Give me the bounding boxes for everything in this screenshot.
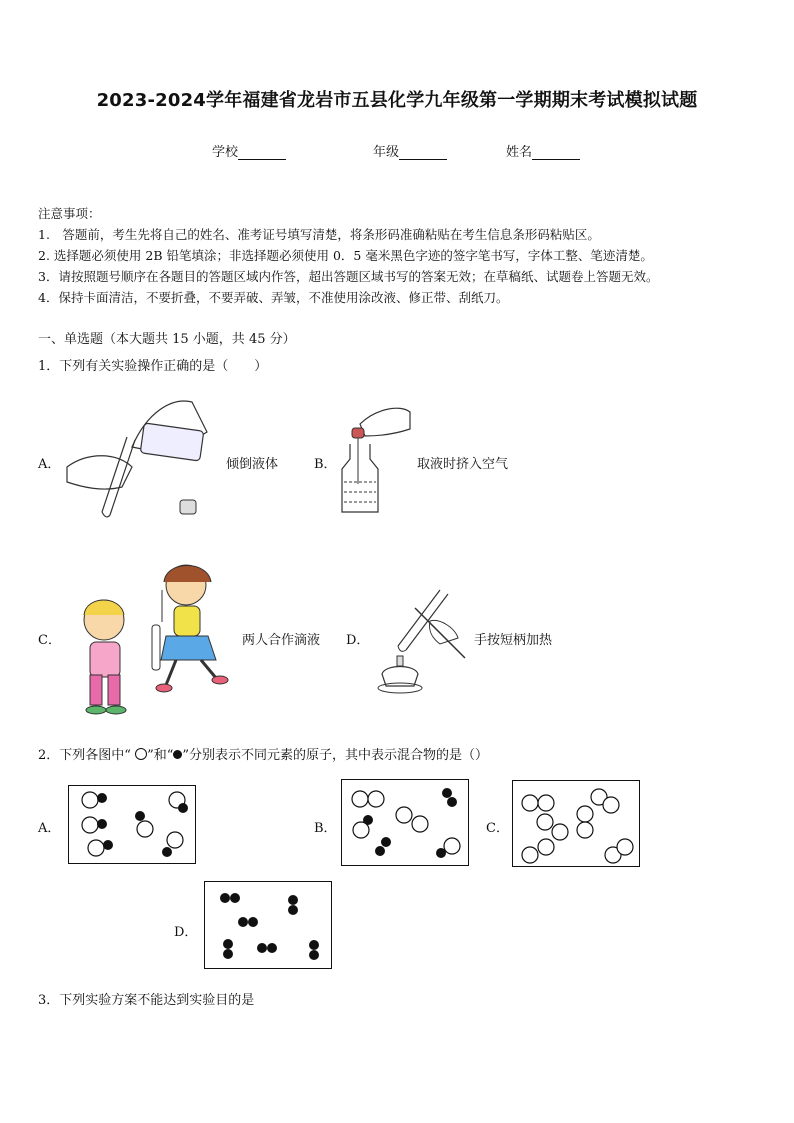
molecule-diagram-a (69, 786, 197, 865)
open-circle-icon (135, 748, 147, 760)
school-field: 学校 (212, 141, 286, 160)
q2-option-a-label: A． (38, 821, 61, 836)
q2-option-d-box (204, 881, 332, 969)
dropper-bottle-illustration (340, 404, 415, 516)
notes-heading: 注意事项： (38, 206, 101, 221)
molecule-diagram-c (513, 781, 641, 868)
q2-option-c-box (512, 780, 640, 867)
pouring-liquid-illustration (62, 392, 212, 522)
q1-option-a-label: A． (38, 457, 61, 472)
q1-option-b-caption: 取液时挤入空气 (417, 457, 509, 472)
name-field: 姓名 (506, 141, 580, 160)
q1-option-c-caption: 两人合作滴液 (242, 633, 321, 648)
q2-option-b-label: B． (314, 821, 337, 836)
question-1-stem: 1．下列有关实验操作正确的是（ ） (38, 359, 268, 374)
section-heading: 一、单选题（本大题共 15 小题，共 45 分） (38, 332, 296, 347)
page-title: 2023-2024学年福建省龙岩市五县化学九年级第一学期期末考试模拟试题 (96, 90, 698, 111)
note-item: 4．保持卡面清洁，不要折叠，不要弄破、弄皱，不准使用涂改液、修正带、刮纸刀。 (38, 290, 509, 305)
molecule-diagram-d (205, 882, 333, 970)
q1-option-a-caption: 倾倒液体 (226, 457, 279, 472)
grade-field: 年级 (373, 141, 447, 160)
q1-option-c-label: C． (38, 633, 61, 648)
q1-option-b-label: B． (314, 457, 337, 472)
q2-option-a-box (68, 785, 196, 864)
notes-section (38, 203, 768, 308)
note-item: 3．请按照题号顺序在各题目的答题区域内作答，超出答题区域书写的答案无效；在草稿纸、试题卷上答题无效。 (38, 269, 659, 284)
note-item: 2. 选择题必须使用 2B 铅笔填涂；非选择题必须使用 0．5 毫米黑色字迹的签字笔书写，字体工整、笔迹清楚。 (38, 248, 653, 263)
q2-option-d-label: D． (174, 925, 198, 940)
filled-circle-icon (173, 750, 182, 759)
two-children-illustration (66, 560, 236, 720)
q1-option-d-label: D． (346, 633, 370, 648)
molecule-diagram-b (342, 780, 470, 867)
question-2-stem: 2．下列各图中“ ”和“ ”分别表示不同元素的原子，其中表示混合物的是（） (38, 748, 489, 763)
q2-option-b-box (341, 779, 469, 866)
note-item: 1. 答题前，考生先将自己的姓名、准考证号填写清楚，将条形码准确粘贴在考生信息条形码粘贴区。 (38, 227, 600, 242)
q2-option-c-label: C． (486, 821, 509, 836)
question-3-stem: 3．下列实验方案不能达到实验目的是 (38, 993, 255, 1008)
test-tube-heating-illustration (370, 586, 470, 696)
q1-option-d-caption: 手按短柄加热 (474, 633, 553, 648)
